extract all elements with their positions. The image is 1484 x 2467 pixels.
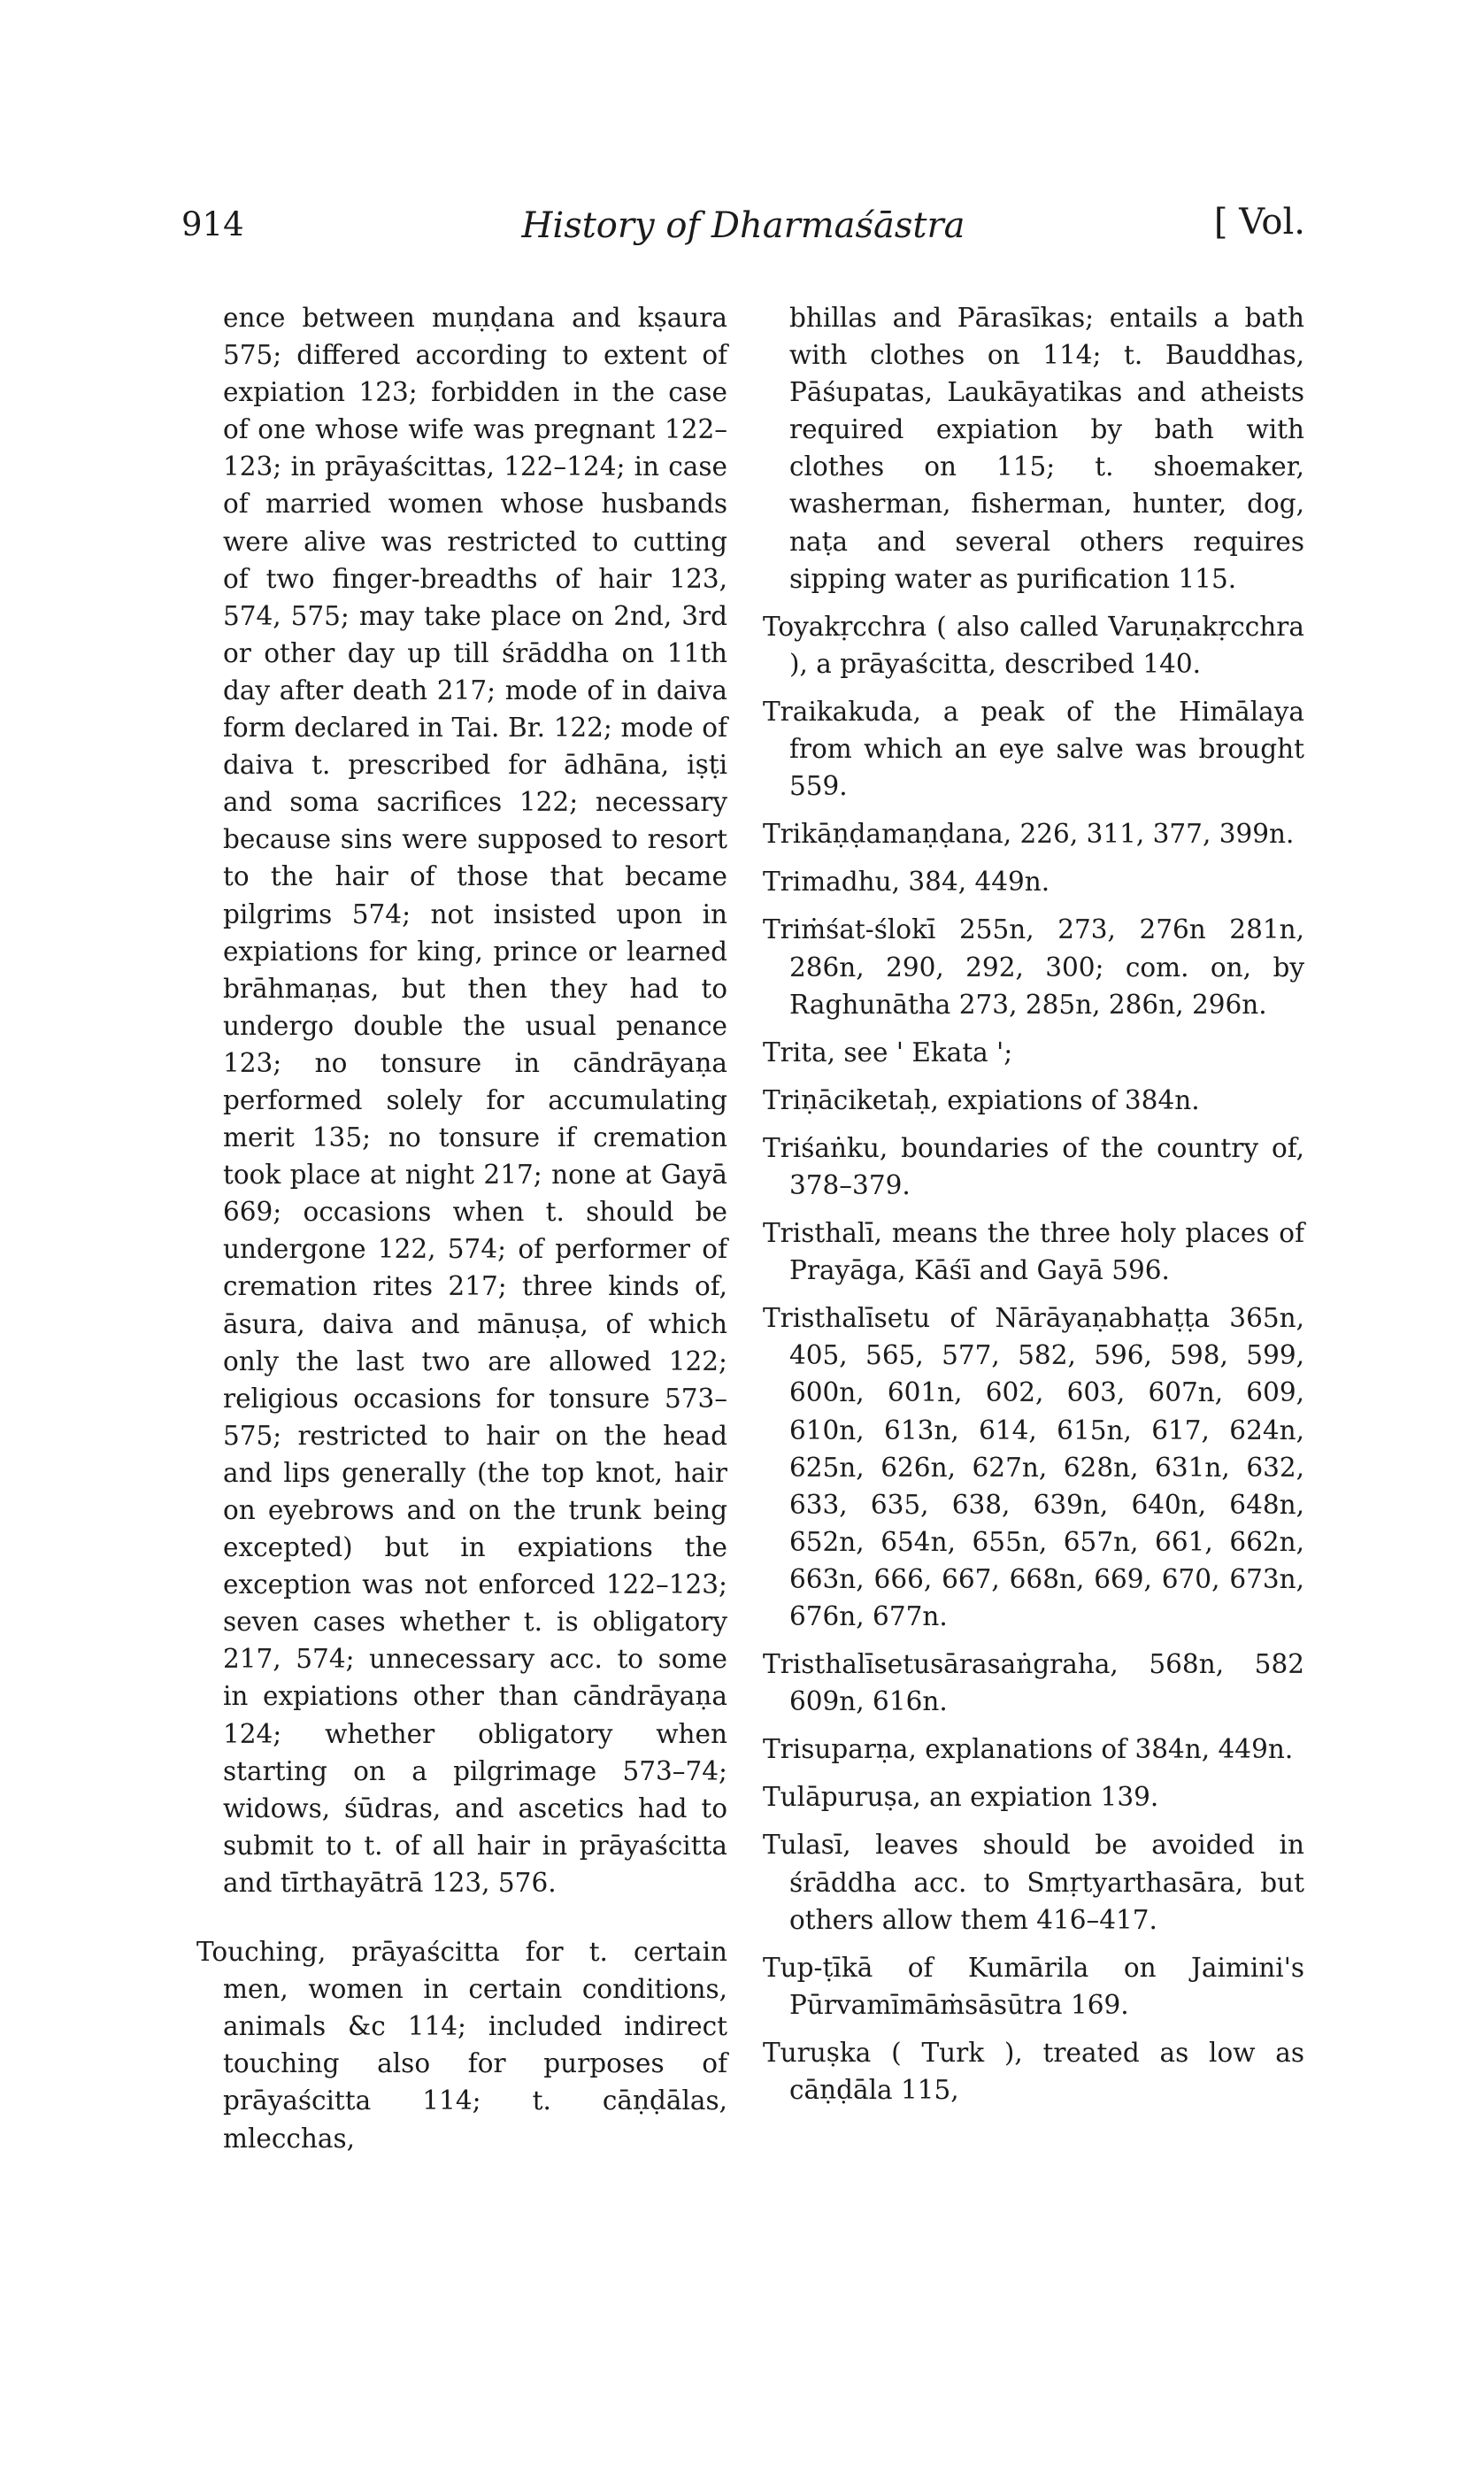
right-column — [763, 299, 1304, 2119]
index-entry: Trimadhu, 384, 449n. — [763, 867, 1050, 898]
index-entry: Trita, see ' Ekata '; — [763, 1037, 1013, 1068]
page-header — [181, 202, 1305, 267]
index-entry: Tup-ṭīkā of Kumārila on Jaimini's Pūrvamīmāṁsāsūtra 169. — [763, 1952, 1304, 2020]
index-entry-continued: bhillas and Pārasīkas; entails a bath with clothes on 114; t. Bauddhas, Pāśupatas, Laukāyatikas and atheists required expiation by bath with clothes on 115; t. shoemaker, washerman, fisherman, hunter, dog, naṭa and several others requires sipping water as purification 115. — [789, 303, 1304, 594]
index-entry: Triṇāciketaḥ, expiations of 384n. — [763, 1084, 1200, 1115]
index-entry: Trisuparṇa, explanations of 384n, 449n. — [763, 1734, 1294, 1765]
index-entry: Tulāpuruṣa, an expiation 139. — [763, 1782, 1159, 1813]
index-entry: Turuṣka ( Turk ), treated as low as cāṇḍāla 115, — [763, 2037, 1304, 2106]
index-entry: Triṁśat-ślokī 255n, 273, 276n 281n, 286n, 290, 292, 300; com. on, by Raghunātha 273, 285n, 286n, 296n. — [763, 914, 1304, 1020]
index-entry: Tristhalī, means the three holy places of Prayāga, Kāśī and Gayā 596. — [763, 1218, 1304, 1286]
index-entry: Tristhalīsetu of Nārāyaṇabhaṭṭa 365n, 405, 565, 577, 582, 596, 598, 599, 600n, 601n, 602, 603, 607n, 609, 610n, 613n, 614, 615n, 617, 624n, 625n, 626n, 627n, 628n, 631n, 632, 633, 635, 638, 639n, 640n, 648n, 652n, 654n, 655n, 657n, 661, 662n, 663n, 666, 667, 668n, 669, 670, 673n, 676n, 677n. — [763, 1303, 1304, 1631]
index-entry: Tulasī, leaves should be avoided in śrāddha acc. to Smṛtyarthasāra, but others allow them 416–417. — [763, 1830, 1304, 1935]
index-entry: Toyakṛcchra ( also called Varuṇakṛcchra ), a prāyaścitta, described 140. — [763, 611, 1304, 679]
index-entry-continued: ence between muṇḍana and kṣaura 575; differed according to extent of expiation 123; forbidden in the case of one whose wife was pregnant 122–123; in prāyaścittas, 122–124; in case of married women whose husbands were alive was restricted to cutting of two finger-breadths of hair 123, 574, 575; may take place on 2nd, 3rd or other day up till śrāddha on 11th day after death 217; mode of in daiva form declared in Tai. Br. 122; mode of daiva t. prescribed for ādhāna, iṣṭi and soma sacrifices 122; necessary because sins were supposed to resort to the hair of those that became pilgrims 574; not insisted upon in expiations for king, prince or learned brāhmaṇas, but then they had to undergo double the usual penance 123; no tonsure in cāndrāyaṇa performed solely for accumulating merit 135; no tonsure if cremation took place at night 217; none at Gayā 669; occasions when t. should be undergone 122, 574; of performer of cremation rites 217; three kinds of, āsura, daiva and mānuṣa, of which only the last two are allowed 122; religious occasions for tonsure 573–575; restricted to hair on the head and lips generally (the top knot, hair on eyebrows and on the trunk being excepted) but in expiations the exception was not enforced 122–123; seven cases whether t. is obligatory 217, 574; unnecessary acc. to some in expiations other than cāndrāyaṇa 124; whether obligatory when starting on a pilgrimage 573–74; widows, śūdras, and ascetics had to submit to t. of all hair in prāyaścitta and tīrthayātrā 123, 576. — [223, 303, 727, 1898]
index-entry: Tristhalīsetusārasaṅgraha, 568n, 582 609n, 616n. — [763, 1649, 1304, 1717]
index-entry: Trikāṇḍamaṇḍana, 226, 311, 377, 399n. — [763, 819, 1295, 850]
running-title: History of Dharmaśāstra — [521, 205, 965, 246]
volume-mark: [ Vol. — [1213, 202, 1305, 243]
index-entry: Touching, prāyaścitta for t. certain men, women in certain conditions, animals &c 114; included indirect touching also for purposes of prāyaścitta 114; t. cāṇḍālas, mlecchas, — [196, 1937, 727, 2154]
index-entry: Triśaṅku, boundaries of the country of, 378–379. — [763, 1132, 1304, 1200]
page-number: 914 — [181, 205, 244, 243]
index-entry: Traikakuda, a peak of the Himālaya from which an eye salve was brought 559. — [763, 696, 1304, 802]
left-column — [196, 299, 727, 2168]
